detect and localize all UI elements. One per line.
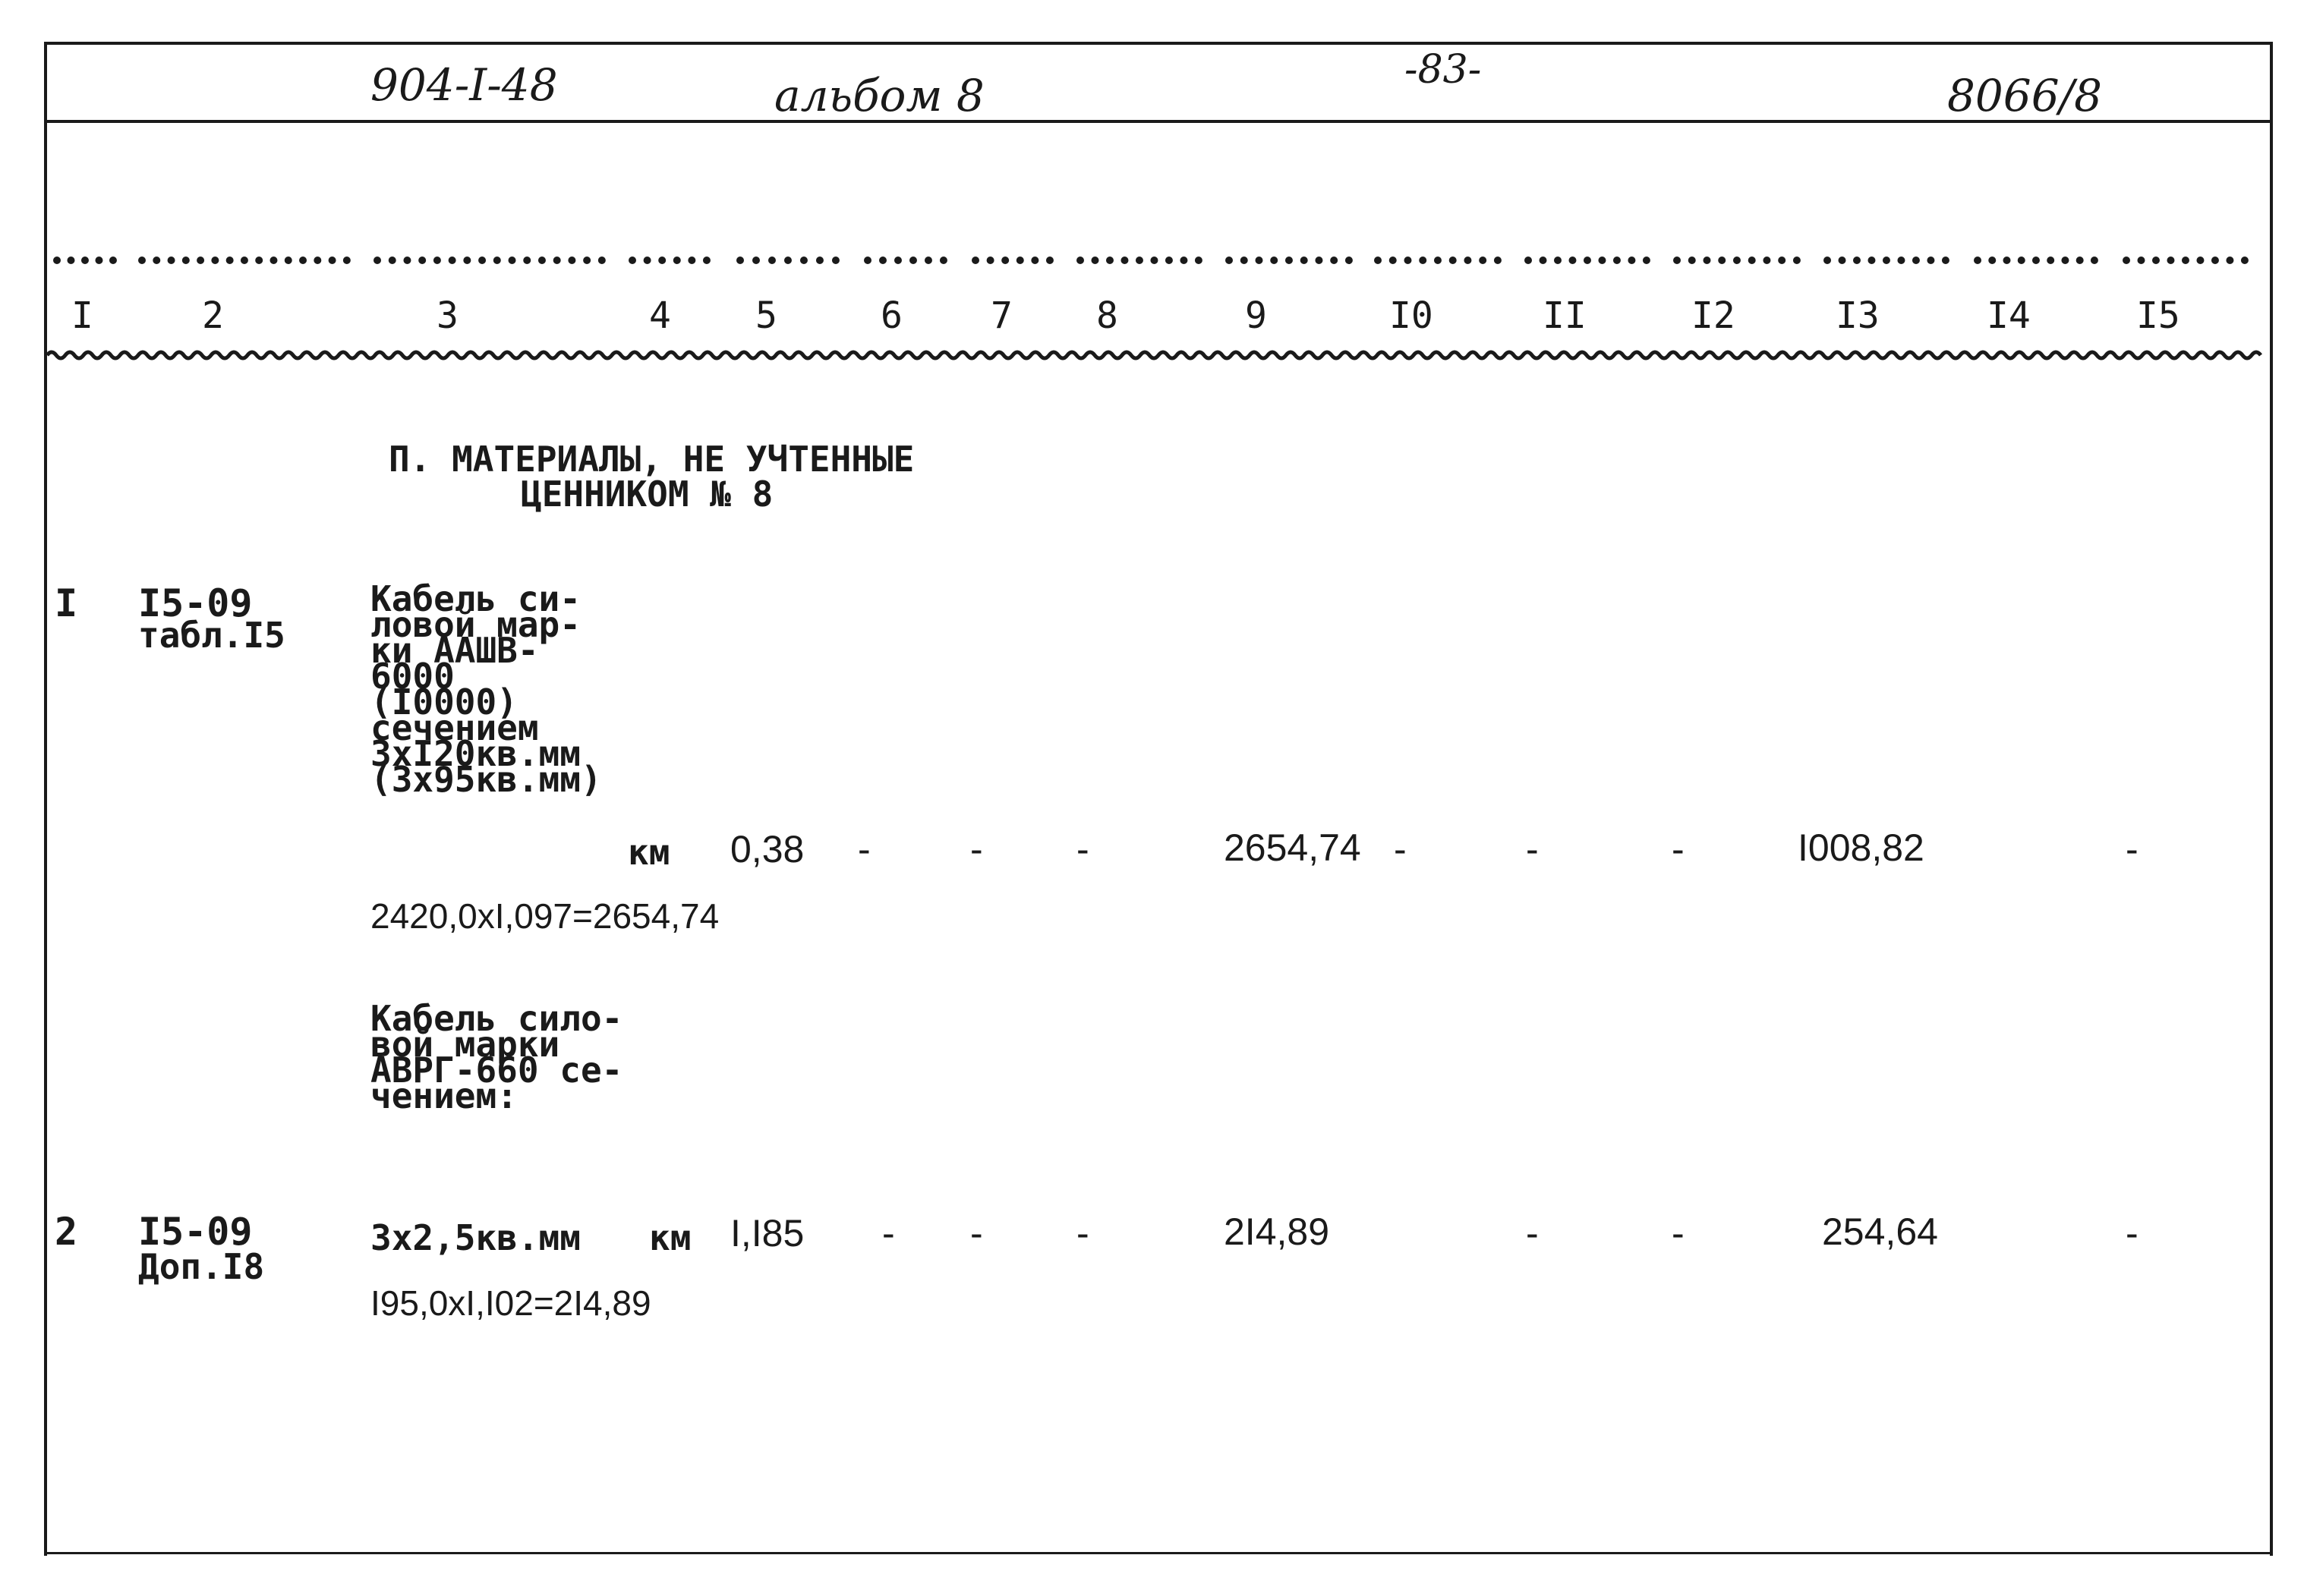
col-num-3: 3	[437, 294, 459, 337]
price-calculation: 2420,0xI,097=2654,74	[370, 896, 720, 936]
row-number: 2	[55, 1210, 78, 1254]
cell-col8: -	[1076, 1212, 1089, 1254]
norm-code: I5-09	[138, 1210, 253, 1254]
col-num-9: 9	[1245, 294, 1267, 337]
section-title-line1: П. МАТЕРИАЛЫ, НЕ УЧТЕННЫЕ	[389, 439, 915, 480]
header-divider	[44, 120, 2270, 123]
col-num-6: 6	[881, 294, 903, 337]
quantity: I,I85	[730, 1212, 805, 1254]
cell-col15: -	[2126, 828, 2139, 870]
cell-col7: -	[970, 1212, 983, 1254]
album-label: альбом 8	[774, 70, 985, 121]
col-num-4: 4	[649, 294, 671, 337]
group-description: Кабель сило- вой марки АВРГ-660 се- чением:	[370, 998, 623, 1116]
cell-col6: -	[882, 1212, 895, 1254]
top-border	[44, 42, 2270, 45]
wavy-separator	[47, 342, 2264, 364]
norm-table-ref: табл.I5	[138, 615, 285, 656]
cell-col12: -	[1672, 828, 1685, 870]
cell-col12: -	[1672, 1212, 1685, 1254]
cell-col9: 2654,74	[1224, 826, 1361, 869]
bottom-border	[44, 1552, 2270, 1554]
page-number: -83-	[1404, 47, 1482, 93]
col-num-11: II	[1543, 294, 1587, 337]
col-num-1: I	[71, 294, 93, 337]
col-num-12: I2	[1691, 294, 1735, 337]
doc-code: 904-I-48	[370, 59, 558, 111]
material-description: 3x2,5кв.мм	[370, 1217, 581, 1258]
cell-col7: -	[970, 828, 983, 870]
row-number: I	[55, 581, 78, 625]
col-num-5: 5	[755, 294, 777, 337]
cell-col13: I008,82	[1798, 826, 1924, 869]
reference-number: 8066/8	[1947, 70, 2103, 121]
col-num-2: 2	[202, 294, 224, 337]
norm-table-ref: Доп.I8	[138, 1246, 265, 1287]
col-num-13: I3	[1836, 294, 1880, 337]
cell-col9: 2I4,89	[1224, 1210, 1330, 1253]
price-calculation: I95,0xI,I02=2I4,89	[370, 1283, 651, 1323]
material-description: Кабель си- ловой мар- ки ААШВ- 6000 (I0000) сечением 3xI20кв.мм (3x95кв.мм)	[370, 578, 602, 800]
cell-col8: -	[1076, 828, 1089, 870]
cell-col11: -	[1526, 1212, 1539, 1254]
cell-col13: 254,64	[1822, 1210, 1938, 1253]
col-num-8: 8	[1096, 294, 1118, 337]
col-num-14: I4	[1987, 294, 2031, 337]
col-num-7: 7	[991, 294, 1013, 337]
cell-col15: -	[2126, 1212, 2139, 1254]
col-num-15: I5	[2136, 294, 2180, 337]
norm-code: I5-09	[138, 581, 253, 625]
quantity: 0,38	[730, 828, 805, 870]
unit: км	[649, 1217, 692, 1258]
cell-col10: -	[1394, 828, 1407, 870]
col-num-10: I0	[1389, 294, 1433, 337]
cell-col6: -	[858, 828, 871, 870]
section-title-line2: ЦЕННИКОМ № 8	[521, 474, 774, 515]
unit: км	[628, 832, 670, 873]
cell-col11: -	[1526, 828, 1539, 870]
